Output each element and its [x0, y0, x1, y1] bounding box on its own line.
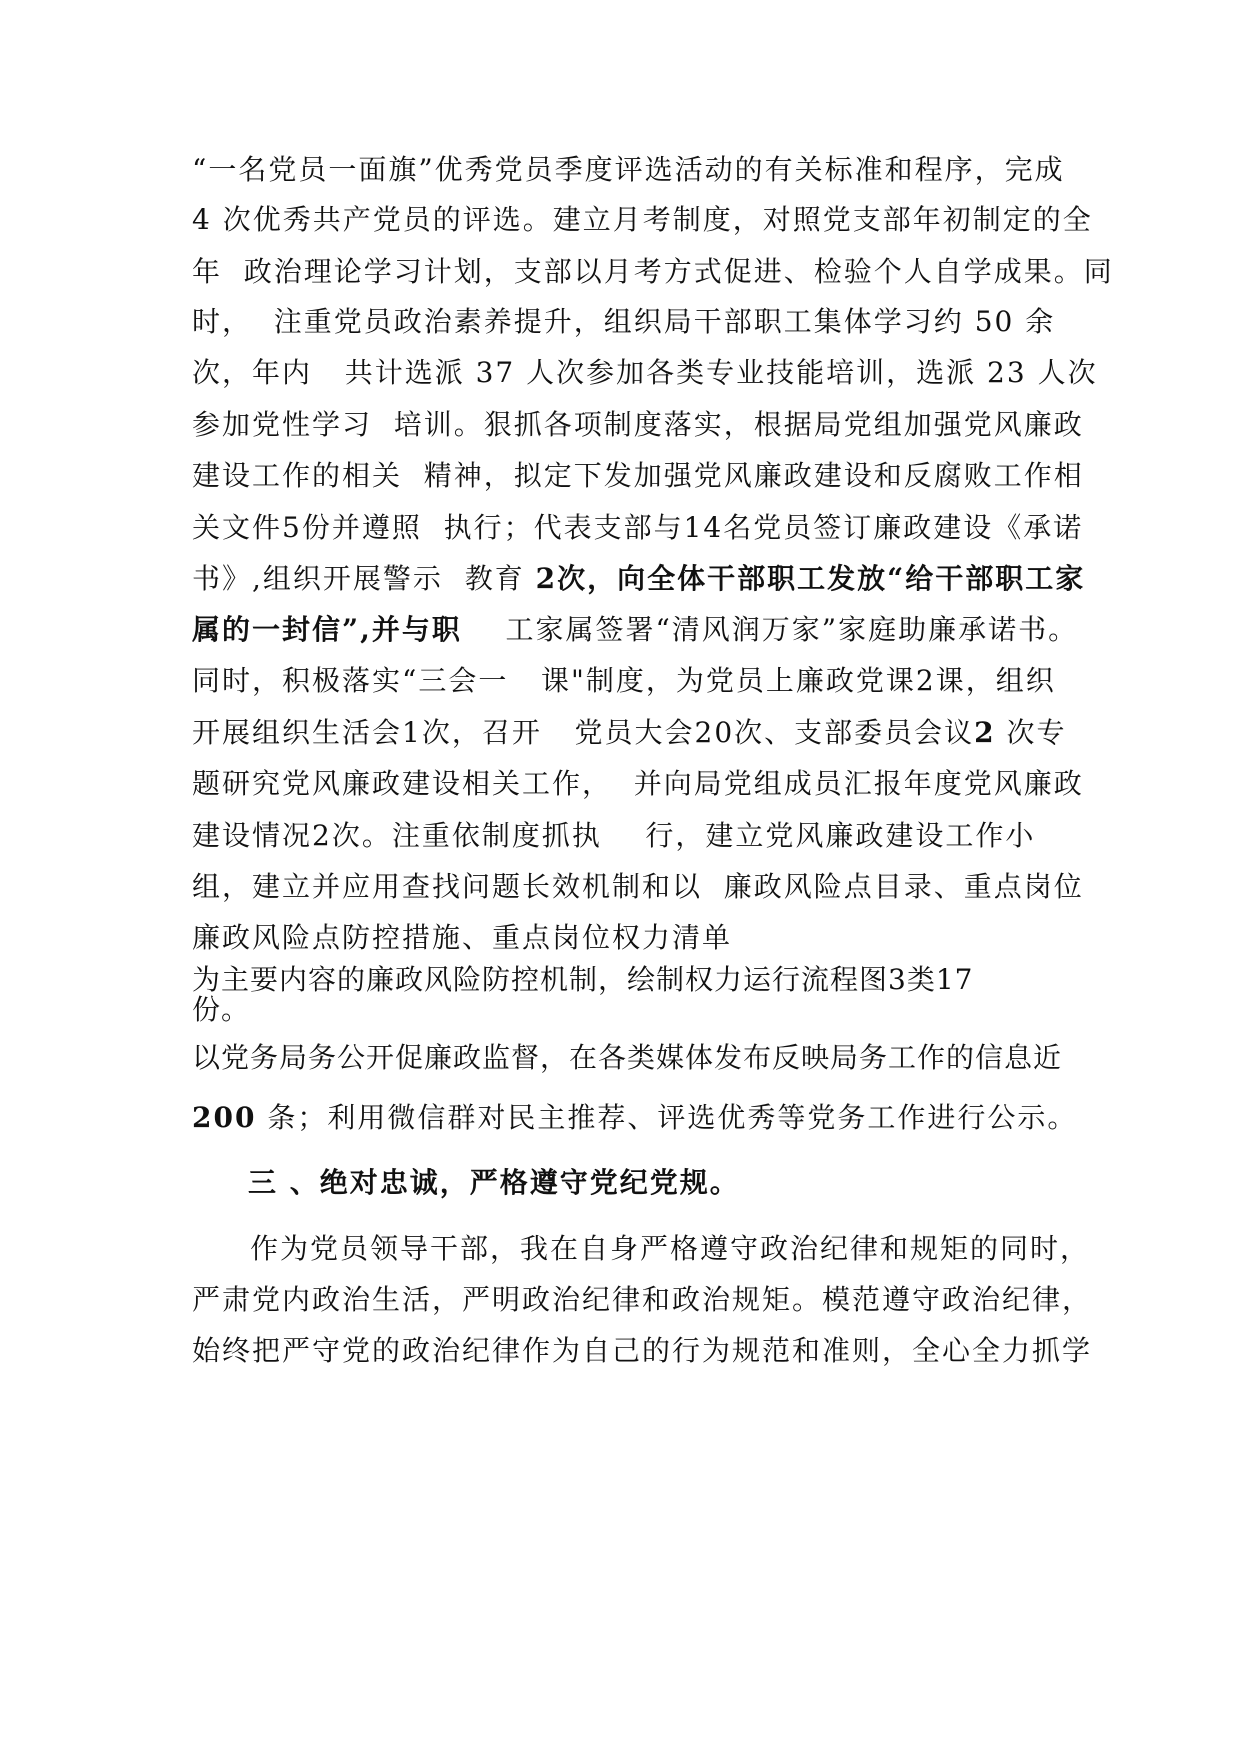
text-line: 严肃党内政治生活，严明政治纪律和政治规矩。模范遵守政治纪律，: [192, 1283, 1093, 1316]
text-line: 书》,组织开展警示 教育 2次，向全体干部职工发放“给干部职工家: [192, 562, 1086, 595]
text-line: 始终把严守党的政治纪律作为自己的行为规范和准则，全心全力抓学: [192, 1334, 1093, 1367]
text-line: “一名党员一面旗”优秀党员季度评选活动的有关标准和程序，完成: [192, 153, 1065, 186]
bold-text: 2次，向全体干部职工发放“给干部职工家: [535, 562, 1086, 595]
text-line: 作为党员领导干部，我在自身严格遵守政治纪律和规矩的同时，: [250, 1232, 1091, 1265]
text-line: 时， 注重党员政治素养提升，组织局干部职工集体学习约 50 余: [192, 305, 1056, 338]
text-line: 4 次优秀共产党员的评选。建立月考制度，对照党支部年初制定的全: [192, 203, 1093, 236]
text-line: 200 条；利用微信群对民主推荐、评选优秀等党务工作进行公示。: [192, 1101, 1078, 1134]
text-line: 题研究党风廉政建设相关工作， 并向局党组成员汇报年度党风廉政: [192, 767, 1084, 800]
bold-text: 2: [974, 716, 996, 749]
text-line: 同时，积极落实“三会一 课"制度，为党员上廉政党课2课，组织: [192, 664, 1056, 697]
bold-text: 200: [192, 1101, 257, 1134]
text-line: 年 政治理论学习计划，支部以月考方式促进、检验个人自学成果。同: [192, 255, 1114, 288]
text-line: 为主要内容的廉政风险防控机制，绘制权力运行流程图3类17: [192, 963, 974, 996]
text-line: 次，年内 共计选派 37 人次参加各类专业技能培训，选派 23 人次: [192, 356, 1098, 389]
text-line: 份。: [192, 993, 251, 1026]
text-line: 组，建立并应用查找问题长效机制和以 廉政风险点目录、重点岗位: [192, 870, 1084, 903]
section-heading: 三 、绝对忠诚，严格遵守党纪党规。: [248, 1166, 740, 1199]
text-line: 开展组织生活会1次，召开 党员大会20次、支部委员会议2 次专: [192, 716, 1067, 749]
text-line: 建设情况2次。注重依制度抓执 行，建立党风廉政建设工作小: [192, 819, 1036, 852]
text-line: 以党务局务公开促廉政监督，在各类媒体发布反映局务工作的信息近: [192, 1041, 1063, 1074]
text-line: 建设工作的相关 精神，拟定下发加强党风廉政建设和反腐败工作相: [192, 459, 1084, 492]
text-line: 属的一封信”,并与职 工家属签署“清风润万家”家庭助廉承诺书。: [192, 613, 1079, 646]
text-line: 关文件5份并遵照 执行；代表支部与14名党员签订廉政建设《承诺: [192, 511, 1084, 544]
text-line: 参加党性学习 培训。狠抓各项制度落实，根据局党组加强党风廉政: [192, 408, 1084, 441]
bold-text: 属的一封信”,并与职: [192, 613, 462, 646]
text-line: 廉政风险点防控措施、重点岗位权力清单: [192, 921, 733, 954]
